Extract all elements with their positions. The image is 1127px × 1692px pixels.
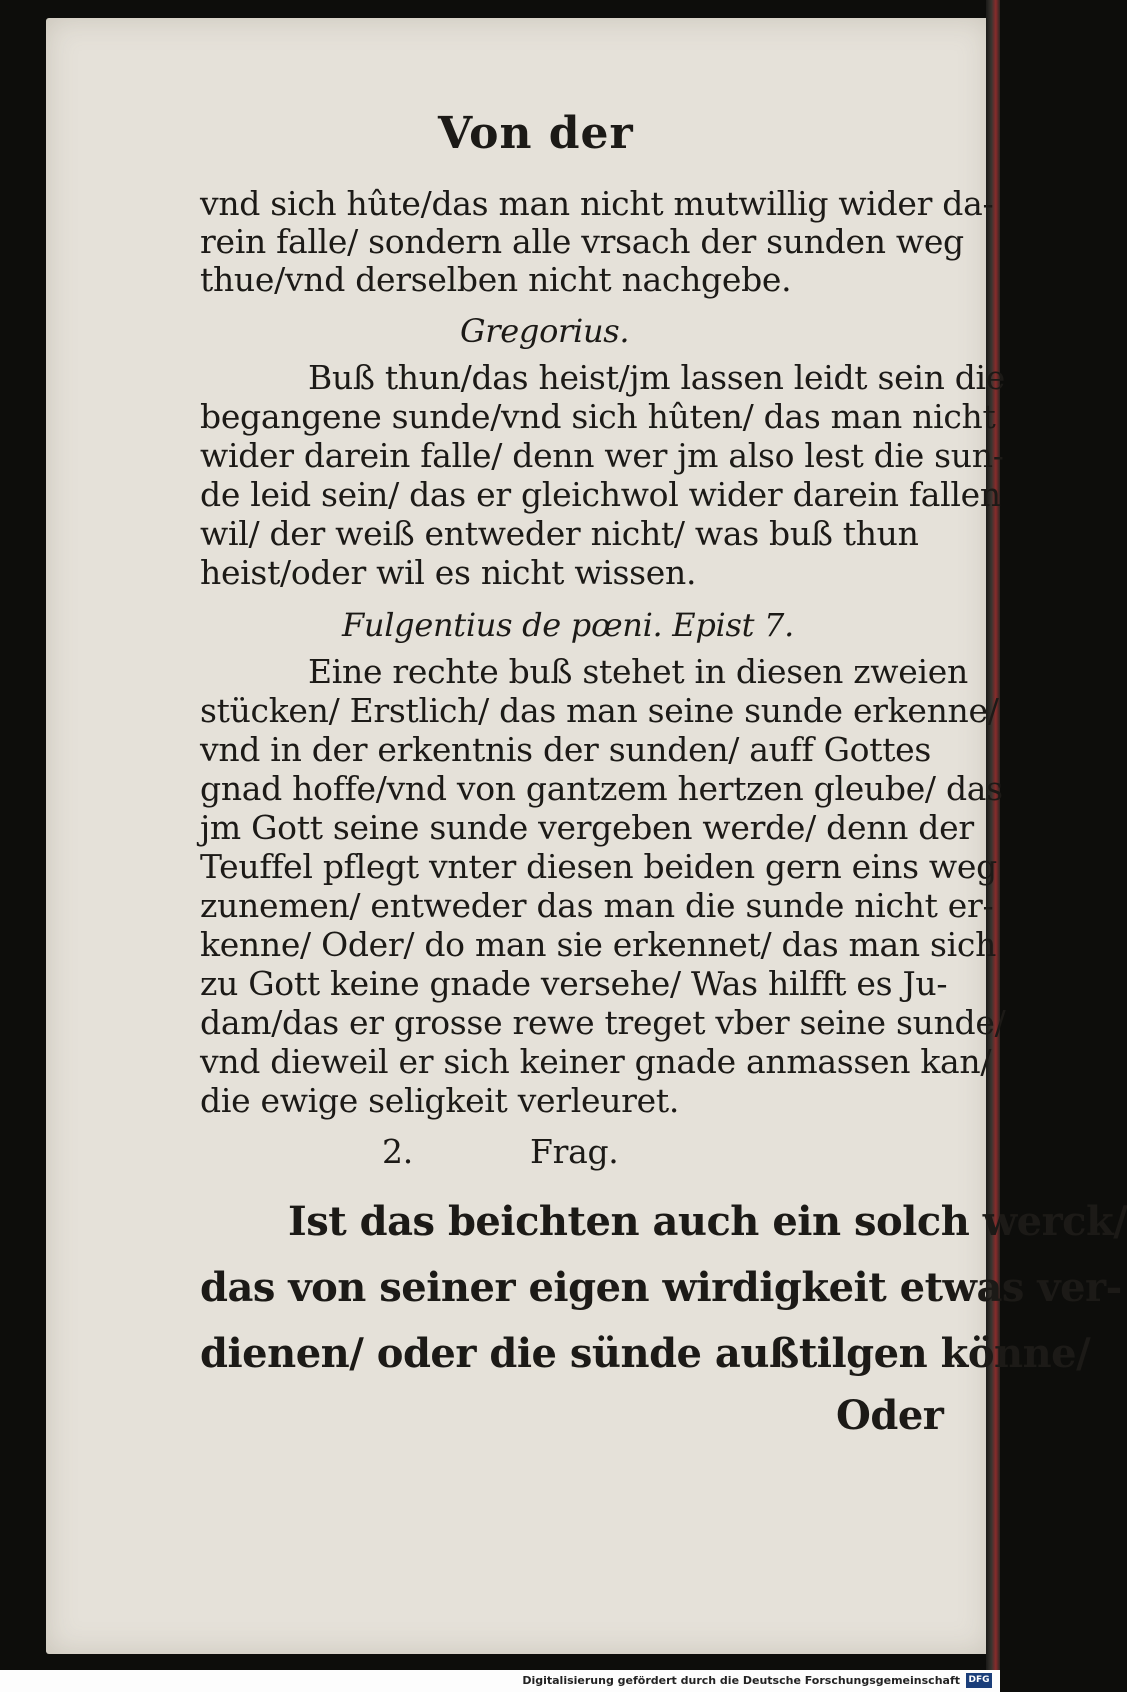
text-line: de leid sein/ das er gleichwol wider darein fallen	[200, 475, 1001, 514]
dfg-logo-icon: DFG	[966, 1673, 992, 1688]
text-line: vnd dieweil er sich keiner gnade anmassen kan/	[200, 1042, 992, 1081]
text-line-large: das von seiner eigen wirdigkeit etwas ver-	[200, 1264, 1122, 1311]
text-line: thue/vnd derselben nicht nachgebe.	[200, 260, 792, 299]
text-line: gnad hoffe/vnd von gantzem hertzen gleube/ das	[200, 769, 1003, 808]
footer-credit: Digitalisierung gefördert durch die Deutsche Forschungsgemeinschaft	[522, 1674, 960, 1687]
running-header: Von der	[438, 108, 634, 159]
text-line-large: dienen/ oder die sünde außtilgen könne/	[200, 1330, 1091, 1377]
text-line: rein falle/ sondern alle vrsach der sunden weg	[200, 222, 964, 261]
question-number: 2.	[382, 1132, 413, 1171]
text-line: vnd sich hûte/das man nicht mutwillig wider da-	[200, 184, 994, 223]
text-line: die ewige seligkeit verleuret.	[200, 1081, 680, 1120]
book-edge	[986, 0, 1000, 1692]
text-line: heist/oder wil es nicht wissen.	[200, 553, 697, 592]
text-line: wider darein falle/ denn wer jm also lest die sun-	[200, 436, 1004, 475]
text-line: Buß thun/das heist/jm lassen leidt sein die	[308, 358, 1006, 397]
text-line: wil/ der weiß entweder nicht/ was buß thun	[200, 514, 919, 553]
section-heading-gregorius: Gregorius.	[460, 312, 630, 350]
text-line: Teuffel pflegt vnter diesen beiden gern eins weg	[200, 847, 997, 886]
text-line: Eine rechte buß stehet in diesen zweien	[308, 652, 968, 691]
text-line: kenne/ Oder/ do man sie erkennet/ das man sich	[200, 925, 997, 964]
text-line: dam/das er grosse rewe treget vber seine sunde/	[200, 1003, 1006, 1042]
text-line-large: Ist das beichten auch ein solch werck/	[288, 1198, 1127, 1245]
text-line: begangene sunde/vnd sich hûten/ das man nicht	[200, 397, 996, 436]
text-line: zu Gott keine gnade versehe/ Was hilfft es Ju-	[200, 964, 948, 1003]
text-line: vnd in der erkentnis der sunden/ auff Gottes	[200, 730, 932, 769]
section-heading-fulgentius: Fulgentius de pœni. Epist 7.	[342, 606, 794, 644]
footer-bar	[0, 1670, 1000, 1692]
question-label: Frag.	[530, 1132, 619, 1171]
text-line: jm Gott seine sunde vergeben werde/ denn der	[200, 808, 974, 847]
text-line: stücken/ Erstlich/ das man seine sunde erkenne/	[200, 691, 999, 730]
text-line: zunemen/ entweder das man die sunde nicht er-	[200, 886, 994, 925]
catchword: Oder	[836, 1392, 944, 1439]
